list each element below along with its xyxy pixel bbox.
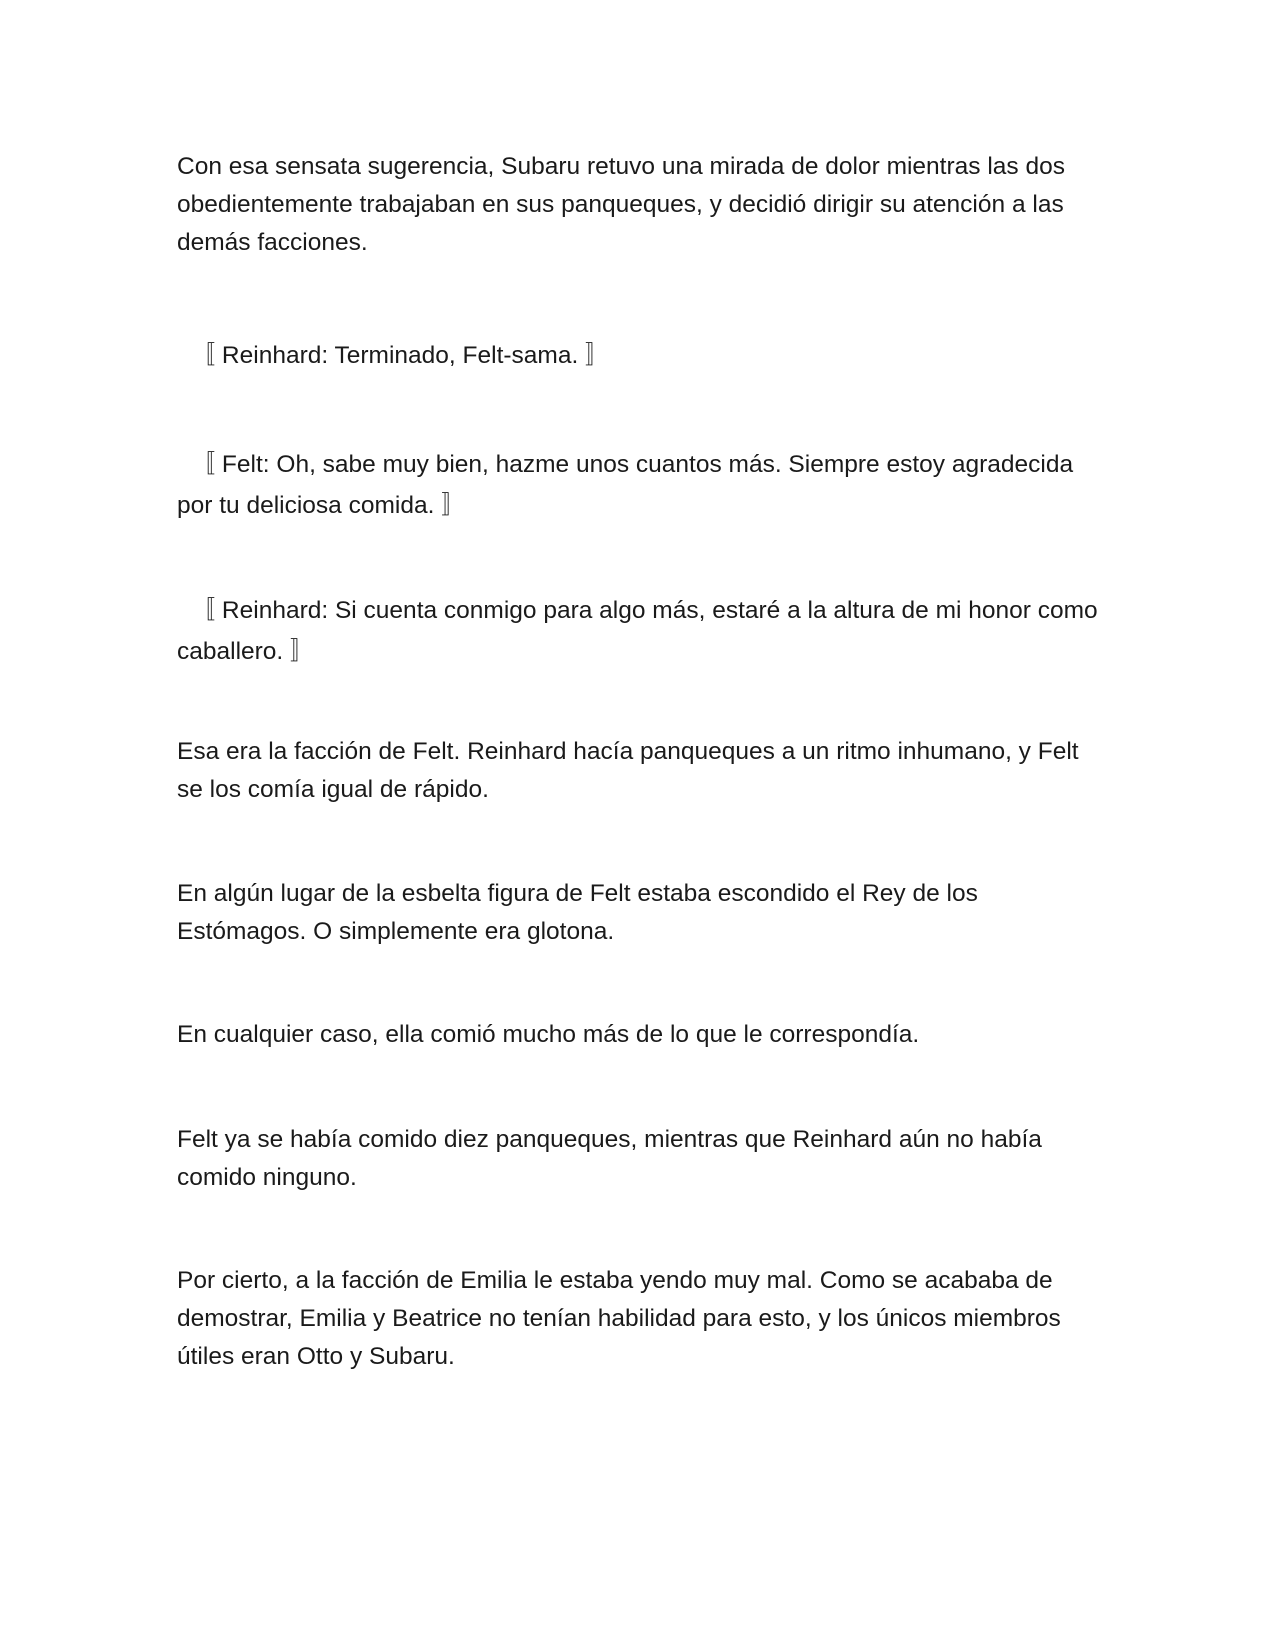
dialogue-reinhard-honor: 〚 Reinhard: Si cuenta conmigo para algo más, estaré a la altura de mi honor como caballero. 〛 — [177, 597, 1105, 665]
paragraph-ate-more: En cualquier caso, ella comió mucho más de lo que le correspondía. — [177, 1021, 920, 1048]
dialogue-reinhard-finished: 〚 Reinhard: Terminado, Felt-sama. 〛 — [177, 342, 610, 369]
dialogue-felt-thanks: 〚 Felt: Oh, sabe muy bien, hazme unos cuantos más. Siempre estoy agradecida por tu deliciosa comida. 〛 — [177, 451, 1080, 519]
paragraph-ten-pancakes: Felt ya se había comido diez panqueques, mientras que Reinhard aún no había comido ninguno. — [177, 1126, 1049, 1191]
paragraph-stomach-king: En algún lugar de la esbelta figura de Felt estaba escondido el Rey de los Estómagos. O simplemente era glotona. — [177, 880, 985, 945]
paragraph-emilia-faction: Por cierto, a la facción de Emilia le estaba yendo muy mal. Como se acababa de demostrar, Emilia y Beatrice no tenían habilidad para esto, y los únicos miembros útiles eran Otto y Subaru. — [177, 1267, 1068, 1370]
paragraph-felt-faction: Esa era la facción de Felt. Reinhard hacía panqueques a un ritmo inhumano, y Felt se los comía igual de rápido. — [177, 738, 1086, 803]
paragraph-suggestion: Con esa sensata sugerencia, Subaru retuvo una mirada de dolor mientras las dos obedientemente trabajaban en sus panqueques, y decidió dirigir su atención a las demás facciones. — [177, 153, 1072, 256]
